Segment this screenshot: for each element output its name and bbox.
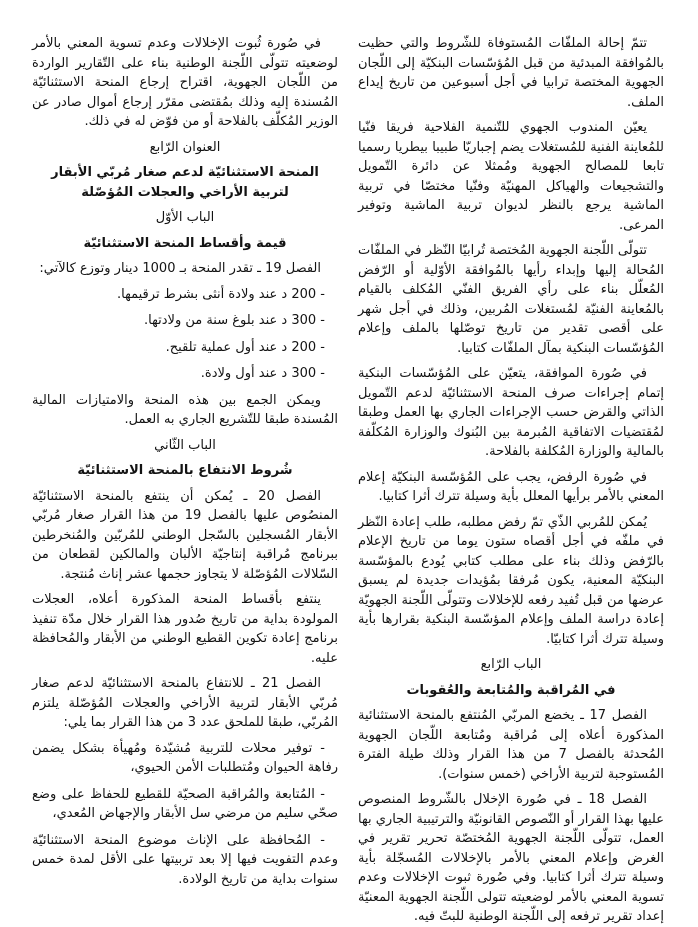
paragraph-breach-confirmation: في صُورة ثُبوت الإخلالات وعدم تسوية المعني بالأمر لوضعيته تتولّى اللّجنة الوطنية بناء على التّقارير الواردة من اللّجان الجهوية، اقتراح إرجاع المنحة الاستثنائيّة المُسندة إليه وذلك بمُقتضى مقرّر إرجاع أموال صادر عن الوزير المُكلّف بالفلاحة أو من فوّض له في ذلك. xyxy=(32,36,338,129)
heading-monitoring-and-penalties: في المُراقبة والمُتابعة والعُقوبات xyxy=(406,682,616,698)
heading-grant-value-installments: قيمة وأقساط المنحة الاستثنائيّة xyxy=(83,235,287,251)
list-item-commitment-1: - توفير محلات للتربية مُشيّدة ومُهيأة بشكل يضمن رفاهة الحيوان ومُتطلبات الأمن الحيوي، xyxy=(32,740,338,775)
paragraph-article-17: الفصل 17 ـ يخضع المربّي المُنتفع بالمنحة الاستثنائية المذكورة أعلاه إلى مُراقبة ومُتابعة اللّجان الجهوية المُحدثة بالفصل 7 من هذا القرار وذلك طيلة الفترة المُستوجبة لتربية الأراخي (خمس سنوات). xyxy=(358,708,664,782)
paragraph-rejection-notification: في صُورة الرفض، يجب على المُؤسّسة البنكيّة إعلام المعني بالأمر برأيها المعلل بأية وسيلة تترك أثرا كتابيا. xyxy=(358,469,664,504)
column-right xyxy=(358,34,664,924)
paragraph-reconsideration-request: يُمكن للمُربي الذّي تمّ رفض مطلبه، طلب إعادة النّظر في ملفّه في أجل أقصاه ستون يوما من تاريخ الإعلام بالرّفض وذلك بناء على مطلب كتابي يُودع بالمؤسّسة البنكيّة المعنية، يكون مُرفقا بمُؤيدات جديدة لم يسبق عرضها من قبل تُفيد رفعه للإخلالات وتتولّى اللّجنة الجهويّة إعادة دراسة الملف وإعلام المؤسّسة البنكية بقرارها بأية وسيلة تترك أثرا كتابيّا. xyxy=(358,514,664,647)
paragraph-technical-inspection-team: يعيّن المندوب الجهوي للتّنمية الفلاحية فريقا فنّيا للمُعاينة الفنية للمُستغلات يضم إجباريّا طبيبا بيطريا رسميا تابعا للمصالح الجهوية ومُمثلا عن دائرة التّمويل والتشجيعات والهياكل المهنيّة وفنّيا مختصّا في تربية الماشية يرجع بالنظر لديوان تربية الماشية وتوفير المرعى. xyxy=(358,120,664,233)
paragraph-files-referral: تتمّ إحالة الملفّات المُستوفاة للشّروط والتي حظيت بالمُوافقة المبدئية من قبل المُؤسّسات البنكيّة إلى اللّجان الجهوية المختصة ترابيا في أجل أسبوعين من تاريخ إيداع الملف. xyxy=(358,36,664,110)
paragraph-article-19: الفصل 19 ـ تقدر المنحة بـ 1000 دينار وتوزع كالآتي: xyxy=(39,261,321,276)
heading-benefit-conditions: شُروط الانتفاع بالمنحة الاستثنائيّة xyxy=(77,463,293,478)
heading-chapter-two: الباب الثّاني xyxy=(154,437,216,453)
list-item-commitment-3: - المُحافظة على الإناث موضوع المنحة الاستثنائيّة وعدم التفويت فيها إلا بعد تربيتها على الأقل لمدة خمس سنوات بداية من تاريخ الولادة. xyxy=(32,832,338,887)
heading-exceptional-grant-title: المنحة الاستثنائيّة لدعم صغار مُربّي الأبقار لتربية الأراخي والعجلات المُؤصّلة xyxy=(51,165,319,200)
heading-chapter-four: الباب الرّابع xyxy=(480,657,542,672)
column-left xyxy=(32,34,338,887)
paragraph-article-18: الفصل 18 ـ في صُورة الإخلال بالشّروط المنصوص عليها بهذا القرار أو النّصوص القانونيّة والترتيبية الجاري بها العمل، تتولّى اللّجنة الجهوية المُختصّة تحرير تقرير في الغرض وإعلام المعني بالأمر بالإخلالات المُسجّلة بأية وسيلة تترك أثرا كتابيا. وفي صُورة ثبوت الإخلالات وعدم تسوية المعني بالأمر لوضعيته تتولى اللّجنة الجهوية المعنيّة إعداد تقرير ترفعه إلى اللّجنة الوطنية للبتّ فيه. xyxy=(358,792,664,924)
heading-chapter-one: الباب الأوّل xyxy=(155,210,215,225)
paragraph-calves-eligibility: ينتفع بأقساط المنحة المذكورة أعلاه، العجلات المولودة بداية من تاريخ صُدور هذا القرار خلال مدّة تنفيذ برنامج إعادة تكوين القطيع الوطني من الأبقار والمُحافظة عليه. xyxy=(32,592,338,666)
heading-title-four: العنوان الرّابع xyxy=(149,139,221,155)
list-item-installment-4: - 300 د عند أول ولادة. xyxy=(200,366,325,381)
list-item-installment-3: - 200 د عند أول عملية تلقيح. xyxy=(165,339,325,355)
list-item-installment-2: - 300 د عند بلوغ سنة من ولادتها. xyxy=(144,313,325,328)
paragraph-article-20: الفصل 20 ـ يُمكن أن ينتفع بالمنحة الاستثنائيّة المنصُوص عليها بالفصل 19 من هذا القرار صغار مُربّي الأبقار المُسجلين بالسّجل الوطني للمُربّين والمُنخرطين ببرنامج مُراقبة إنتاجيّة الألبان والمالكين لقطعان من السّلالات المُؤصّلة لا يتجاوز حجمها عشر إناث مُنتجة. xyxy=(32,488,338,582)
paragraph-grant-combination: ويمكن الجمع بين هذه المنحة والامتيازات المالية المُسندة طبقا للتّشريع الجاري به العمل. xyxy=(32,392,338,427)
list-item-commitment-2: - المُتابعة والمُراقبة الصحيّة للقطيع للحفاظ على وضع صحّي سليم من مرضي سل الأبقار والإجهاض المُعدي، xyxy=(32,786,338,821)
paragraph-article-21: الفصل 21 ـ للانتفاع بالمنحة الاستثنائيّة لدعم صغار مُربّي الأبقار لتربية الأراخي والعجلات المُؤصّلة يلتزم المُربّي، طبقا للملحق عدد 3 من هذا القرار بما يلي: xyxy=(32,676,338,730)
paragraph-regional-committee-review: تتولّى اللّجنة الجهوية المُختصة تُرابيّا النّظر في الملفّات المُحالة إليها وإبداء رأيها بالمُوافقة الأوّلية أو الرّفض المُعلّل بناء على رأي الفريق الفنّي المُكلف بالقيام بالمُعاينة الفنيّة لمُستغلات المُربين، وذلك في أجل شهر على أقصى تقدير من تاريخ توصّلها بالملف وإعلام المُؤسّسات البنكية بمآل الملفّات كتابيا. xyxy=(358,243,664,356)
paragraph-approval-procedures: في صُورة الموافقة، يتعيّن على المُؤسّسات البنكية إتمام إجراءات صرف المنحة الاستثنائيّة لدعم التّمويل الذاتي والقرض حسب الإجراءات الجاري بها العمل وطبقا لمُقتضيات الاتفاقية المُبرمة بين البُنوك والوزارة المُكلّفة بالمالية والوزارة المُكلفة بالفلاحة. xyxy=(358,366,664,459)
list-item-installment-1: - 200 د عند ولادة أنثى بشرط ترقيمها. xyxy=(117,286,325,302)
